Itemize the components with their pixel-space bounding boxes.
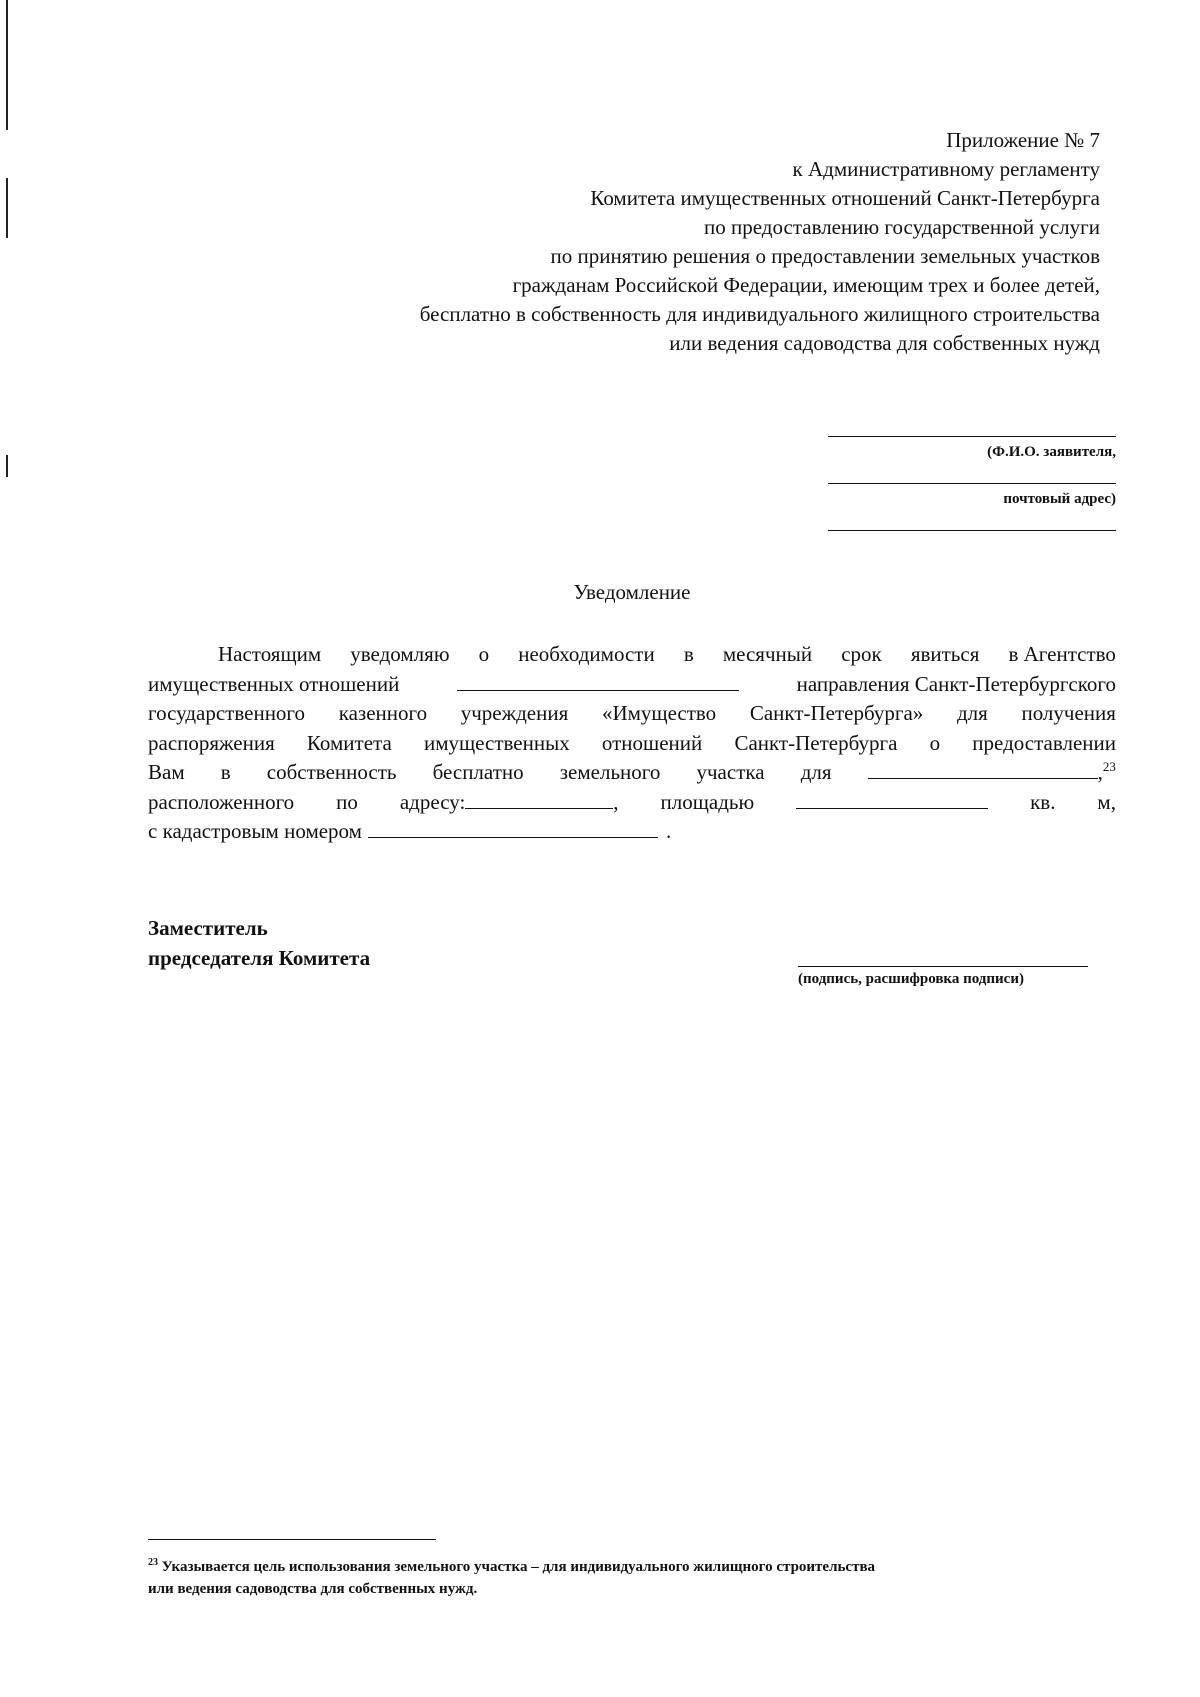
word: о	[478, 642, 490, 666]
applicant-name-blank[interactable]	[828, 418, 1116, 437]
body-line	[148, 699, 1116, 729]
footnote-reference: 23	[1102, 759, 1116, 774]
word: для	[800, 760, 832, 784]
word: Санкт-Петербурга»	[749, 701, 924, 725]
agency-name-blank[interactable]	[457, 670, 739, 691]
appendix-line: Комитета имущественных отношений Санкт-Петербурга	[590, 186, 1100, 210]
word: отношений	[601, 730, 703, 755]
text-agency-prefix: имущественных отношений	[148, 671, 400, 696]
word: Санкт-Петербурга	[734, 730, 898, 755]
area-blank[interactable]	[796, 788, 988, 809]
word: распоряжения	[148, 730, 275, 755]
appendix-line: Приложение № 7	[946, 128, 1100, 152]
word: казенного	[338, 701, 428, 725]
applicant-address-label: почтовый адрес)	[1003, 491, 1116, 507]
footnote-number: 23	[148, 1557, 158, 1568]
word: Комитета	[306, 730, 392, 755]
signature-label: (подпись, расшифровка подписи)	[798, 971, 1024, 987]
word: о	[929, 730, 941, 755]
applicant-block	[828, 418, 1116, 531]
signature-blank[interactable]	[798, 948, 1088, 967]
word: «Имущество	[601, 701, 717, 725]
word: в Агентство	[1008, 642, 1116, 666]
word: в	[683, 642, 694, 666]
word: имущественных	[423, 730, 570, 755]
body-line	[148, 788, 1116, 818]
appendix-line: гражданам Российской Федерации, имеющим трех и более детей,	[512, 273, 1100, 297]
footnote-line: или ведения садоводства для собственных нужд.	[148, 1581, 478, 1597]
scan-artifact	[6, 178, 8, 238]
word: в	[220, 760, 231, 784]
word: адресу:	[399, 789, 466, 814]
text-agency-suffix: направления Санкт-Петербургского	[796, 671, 1116, 696]
signer-title-line: Заместитель	[148, 916, 268, 940]
footnote	[148, 1552, 1088, 1600]
appendix-line: бесплатно в собственность для индивидуального жилищного строительства	[419, 302, 1100, 326]
word: кв.	[1030, 789, 1056, 814]
word: Вам	[148, 760, 185, 784]
notice-body	[148, 640, 1116, 847]
appendix-line: по принятию решения о предоставлении земельных участков	[550, 244, 1100, 268]
word: участка	[696, 760, 765, 784]
word: собственность	[266, 760, 397, 784]
applicant-address-blank[interactable]	[828, 465, 1116, 484]
word: бесплатно	[432, 760, 524, 784]
period: .	[665, 819, 672, 843]
land-purpose-blank[interactable]	[868, 758, 1098, 779]
footnote-text: Указывается цель использования земельного участка – для индивидуального жилищного строительства	[161, 1559, 876, 1575]
word: срок	[841, 642, 882, 666]
applicant-name-label: (Ф.И.О. заявителя,	[987, 444, 1116, 460]
word: предоставлении	[972, 730, 1116, 755]
word: расположенного	[148, 789, 295, 814]
word: Настоящим	[218, 642, 322, 666]
cadastral-number-blank[interactable]	[368, 817, 658, 838]
word: с кадастровым номером	[148, 819, 362, 843]
address-blank[interactable]	[465, 788, 613, 809]
signer-title-line: председателя Комитета	[148, 946, 371, 970]
signature-block	[798, 948, 1088, 988]
applicant-address-blank-2[interactable]	[828, 512, 1116, 531]
word: учреждения	[460, 701, 569, 725]
notice-title: Уведомление	[573, 580, 691, 604]
purpose-group	[868, 758, 1116, 788]
word: земельного	[559, 760, 661, 784]
signer-block	[148, 913, 370, 973]
comma: ,	[1097, 760, 1103, 784]
body-line	[148, 758, 1116, 788]
word: получения	[1021, 701, 1116, 725]
word: государственного	[148, 701, 306, 725]
comma: ,	[613, 789, 619, 814]
body-line	[148, 640, 1116, 670]
footnote-line	[148, 1552, 1088, 1578]
word: месячный	[722, 642, 813, 666]
word: для	[956, 701, 988, 725]
address-group	[400, 788, 619, 818]
appendix-line: к Административному регламенту	[792, 157, 1100, 181]
word: явиться	[910, 642, 980, 666]
word: площадью	[660, 789, 755, 814]
body-line	[148, 729, 1116, 759]
appendix-line: или ведения садоводства для собственных нужд	[669, 331, 1100, 355]
scan-artifact	[6, 455, 8, 477]
footnote-rule	[148, 1539, 436, 1540]
body-line	[148, 817, 1116, 847]
word: по	[336, 789, 358, 814]
word: необходимости	[518, 642, 655, 666]
scan-artifact	[6, 0, 8, 130]
word: уведомляю	[350, 642, 450, 666]
word: м,	[1097, 789, 1116, 814]
body-line	[148, 670, 1116, 700]
appendix-line: по предоставлению государственной услуги	[704, 215, 1100, 239]
appendix-header	[420, 126, 1100, 358]
